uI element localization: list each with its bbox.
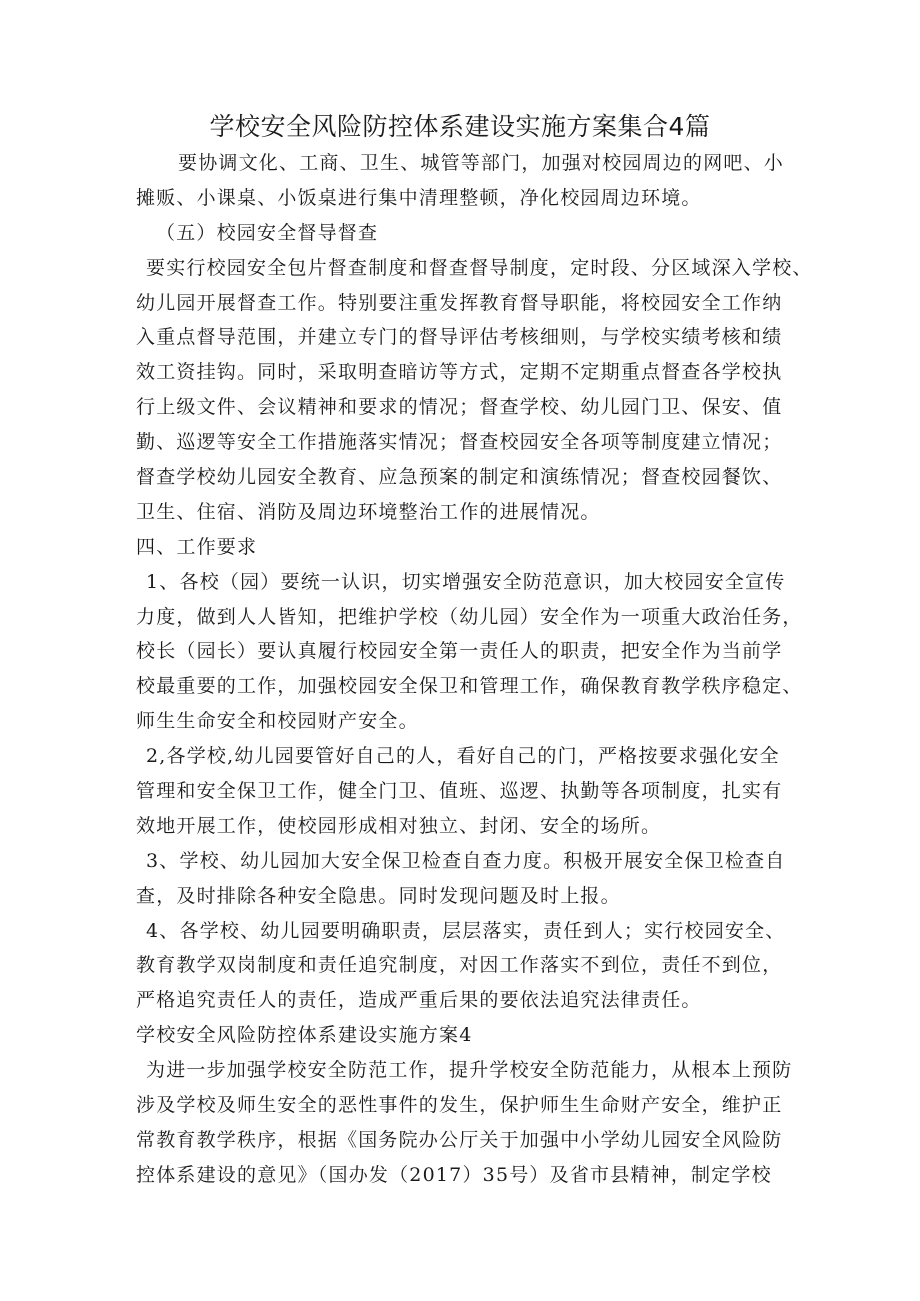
body-line: 教育教学双岗制度和责任追究制度，对因工作落实不到位，责任不到位，	[136, 954, 783, 977]
body-line: 4、各学校、幼儿园要明确职责，层层落实，责任到人；实行校园安全、	[146, 919, 786, 942]
body-line: 督查学校幼儿园安全教育、应急预案的制定和演练情况；督查校园餐饮、	[136, 466, 783, 489]
section-heading: 四、工作要求	[136, 535, 258, 558]
body-line: 1、各校（园）要统一认识，切实增强安全防范意识，加大校园安全宣传	[146, 570, 786, 593]
body-line: 行上级文件、会议精神和要求的情况；督查学校、幼儿园门卫、保安、值	[136, 396, 783, 419]
body-line: 3、学校、幼儿园加大安全保卫检查自查力度。积极开展安全保卫检查自	[146, 849, 786, 872]
body-line: 幼儿园开展督查工作。特别要注重发挥教育督导职能，将校园安全工作纳	[136, 291, 783, 314]
body-line: 查，及时排除各种安全隐患。同时发现问题及时上报。	[136, 884, 621, 907]
document-title: 学校安全风险防控体系建设实施方案集合4篇	[209, 112, 711, 141]
body-line: 效工资挂钩。同时，采取明查暗访等方式，定期不定期重点督查各学校执	[136, 361, 783, 384]
body-line: 常教育教学秩序，根据《国务院办公厅关于加强中小学幼儿园安全风险防	[136, 1128, 783, 1151]
body-line: 严格追究责任人的责任，造成严重后果的要依法追究法律责任。	[136, 989, 702, 1012]
document-body	[136, 146, 813, 1193]
section-heading: （五）校园安全督导督查	[156, 221, 379, 244]
body-line: 涉及学校及师生安全的恶性事件的发生，保护师生生命财产安全，维护正	[136, 1094, 783, 1117]
body-line: 2,各学校,幼儿园要管好自己的人，看好自己的门，严格按要求强化安全	[146, 745, 780, 768]
body-line: 力度，做到人人皆知，把维护学校（幼儿园）安全作为一项重大政治任务，	[136, 605, 803, 628]
body-line: 师生生命安全和校园财产安全。	[136, 710, 419, 733]
body-line: 校长（园长）要认真履行校园安全第一责任人的职责，把安全作为当前学	[136, 640, 783, 663]
body-line: 校最重要的工作，加强校园安全保卫和管理工作，确保教育教学秩序稳定、	[136, 675, 803, 698]
body-line: 管理和安全保卫工作，健全门卫、值班、巡逻、执勤等各项制度，扎实有	[136, 780, 783, 803]
body-line: 控体系建设的意见》（国办发（2017）35号）及省市县精神，制定学校	[136, 1163, 772, 1186]
body-line: 勤、巡逻等安全工作措施落实情况；督查校园安全各项等制度建立情况；	[136, 431, 783, 454]
section-heading: 学校安全风险防控体系建设实施方案4	[136, 1024, 473, 1047]
body-line: 要实行校园安全包片督查制度和督查督导制度，定时段、分区域深入学校、	[146, 256, 813, 279]
body-line: 卫生、住宿、消防及周边环境整治工作的进展情况。	[136, 500, 601, 523]
body-line: 为进一步加强学校安全防范工作，提升学校安全防范能力，从根本上预防	[146, 1059, 793, 1082]
body-line: 要协调文化、工商、卫生、城管等部门，加强对校园周边的网吧、小	[178, 152, 785, 174]
body-line: 效地开展工作，使校园形成相对独立、封闭、安全的场所。	[136, 814, 662, 837]
body-line: 摊贩、小课桌、小饭桌进行集中清理整顿，净化校园周边环境。	[136, 186, 702, 209]
body-line: 入重点督导范围，并建立专门的督导评估考核细则，与学校实绩考核和绩	[136, 326, 783, 349]
